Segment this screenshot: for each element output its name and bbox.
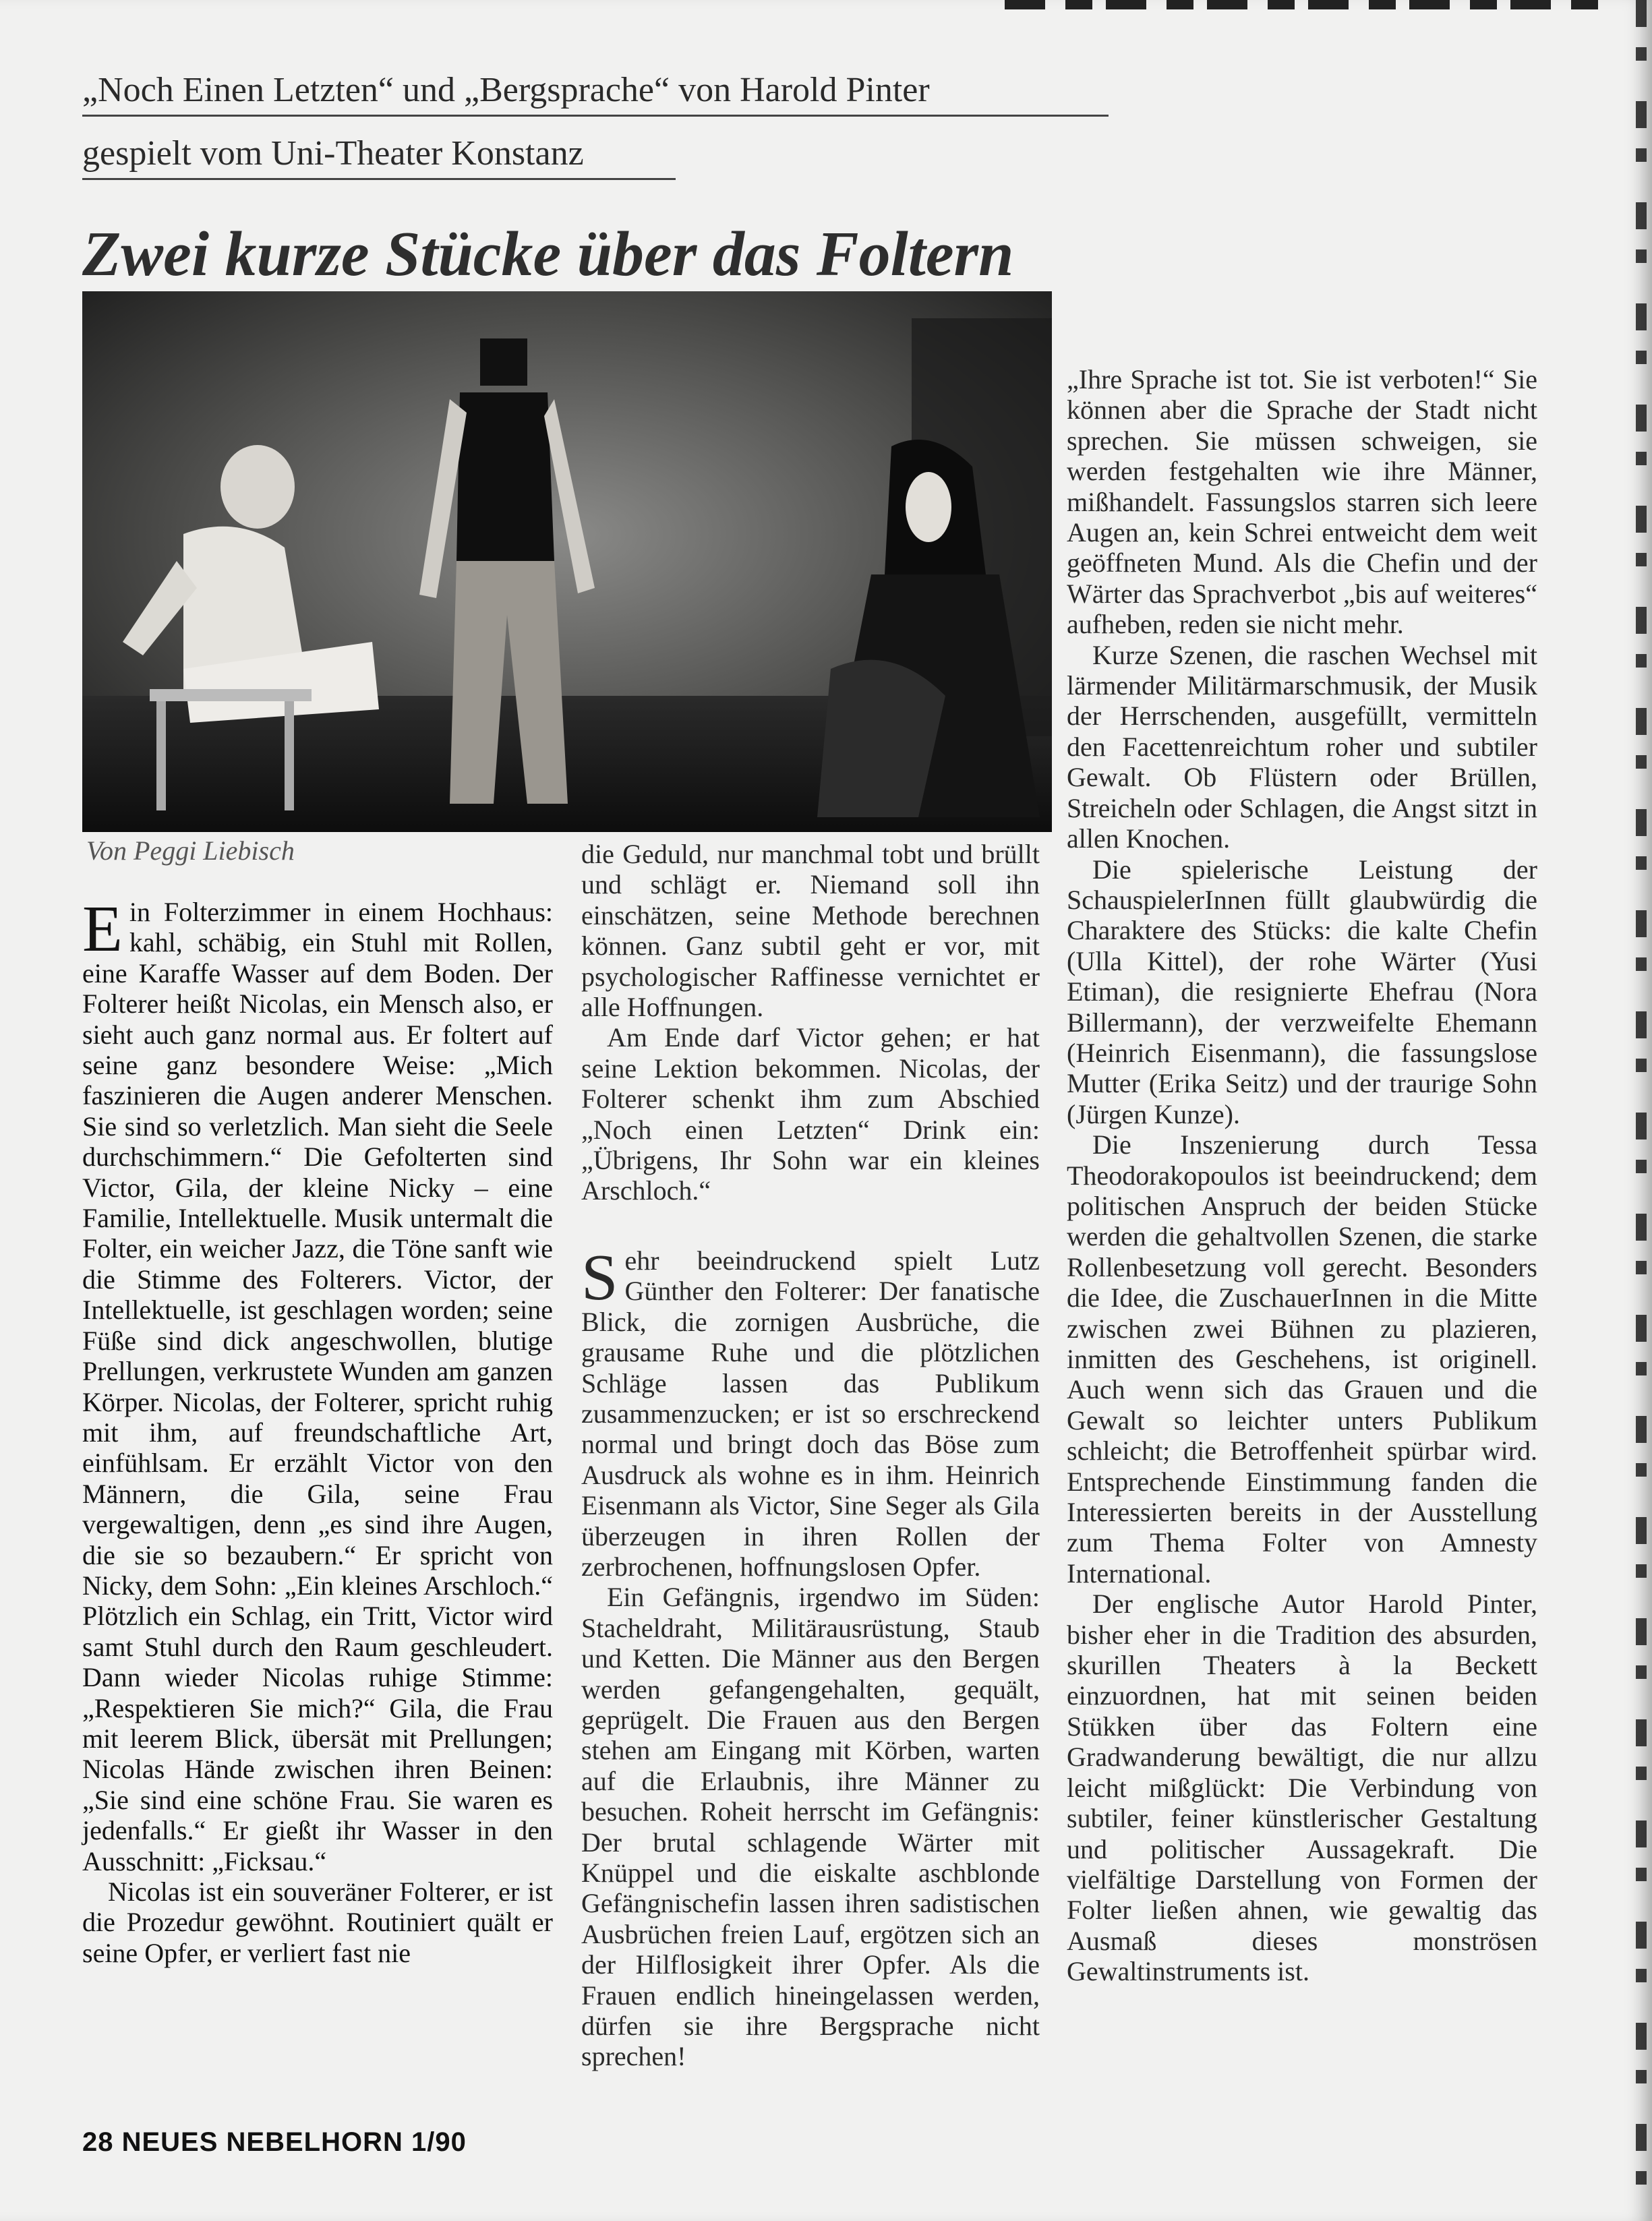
headline: Zwei kurze Stücke über das Foltern	[82, 219, 1014, 289]
section-lead-text: ehr beeindruckend spielt Lutz Günther den Folterer: Der fanatische Blick, die zornigen Ausbrüche, die grausame Ruhe und die plötzlichen Schläge lassen das Publikum zusammenzucken; er ist so erschreckend normal und bringt doch das Böse zum Ausdruck als wohne es in ihm. Heinrich Eisenmann als Victor, Sine Seger als Gila überzeugen in ihren Rollen der zerbrochenen, hoffnungslosen Opfer.	[581, 1245, 1040, 1582]
paragraph: Der englische Autor Harold Pinter, bisher eher in die Tradition des absurden, skurillen Theaters à la Beckett einzuordnen, hat mit seinen beiden Stükken über das Foltern eine Gradwanderung bewältigt, die nur allzu leicht mißglückt: Die Verbindung von subtiler, feiner künstlerischer Gestaltung und politischer Aussagekraft. Die vielfältige Darstellung von Formen der Folter ließen ahnen, wie gewaltig das Ausmaß dieses monströsen Gewaltinstruments ist.	[1067, 1589, 1537, 1987]
paragraph: Am Ende darf Victor gehen; er hat seine Lektion bekommen. Nicolas, der Folterer schenkt ihm zum Abschied „Noch einen Letzten“ Drink ein: „Übrigens, Ihr Sohn war ein kleines Arschloch.“	[581, 1022, 1040, 1206]
section-gap	[581, 1206, 1040, 1245]
article-column-3	[1067, 364, 1537, 1987]
article-column-2	[581, 839, 1040, 2072]
right-edge-scan-artifact	[1636, 0, 1647, 2221]
paragraph: Die Inszenierung durch Tessa Theodorakopoulos ist beeindruckend; dem politischen Anspruch der beiden Stücke werden die gehaltvollen Szenen, die starke Rollenbesetzung voll gerecht. Besonders die Idee, die ZuschauerInnen in die Mitte zwischen zwei Bühnen zu plazieren, inmitten des Geschehens, ist originell. Auch wenn sich das Grauen und die Gewalt so leichter unters Publikum schleicht; die Betroffenheit spürbar wird. Entsprechende Einstimmung fanden die Interessierten bereits in der Ausstellung zum Thema Folter von Amnesty International.	[1067, 1129, 1537, 1589]
byline: Von Peggi Liebisch	[86, 835, 295, 866]
paragraph: Nicolas ist ein souveräner Folterer, er ist die Prozedur gewöhnt. Routiniert quält er seine Opfer, er verliert fast nie	[82, 1876, 553, 1968]
top-edge-scan-artifact	[1005, 0, 1612, 9]
paragraph: Kurze Szenen, die raschen Wechsel mit lärmender Militärmarschmusik, der Musik der Herrschenden, ausgefüllt, vermitteln den Facettenreichtum roher und subtiler Gewalt. Ob Flüstern oder Brüllen, Streicheln oder Schlagen, die Angst sitzt in allen Knochen.	[1067, 639, 1537, 854]
paragraph: „Ihre Sprache ist tot. Sie ist verboten!“ Sie können aber die Sprache der Stadt nicht sprechen. Sie müssen schweigen, sie werden festgehalten wie ihre Männer, mißhandelt. Fassungslos starren sich leere Augen an, kein Schrei entweicht dem weit geöffneten Mund. Als die Chefin und der Wärter das Sprachverbot „bis auf weiteres“ aufheben, reden sie nicht mehr.	[1067, 364, 1537, 640]
kicker-line-2: gespielt vom Uni-Theater Konstanz	[82, 134, 676, 180]
stage-photo-illustration	[82, 291, 1052, 832]
dropcap-e: E	[82, 893, 123, 966]
kicker-line-1: „Noch Einen Letzten“ und „Bergsprache“ von Harold Pinter	[82, 70, 1109, 117]
dropcap-s: S	[581, 1241, 618, 1314]
paragraph: Die spielerische Leistung der SchauspielerInnen füllt glaubwürdig die Charaktere des Stücks: die kalte Chefin (Ulla Kittel), der rohe Wärter (Yusi Etiman), die resignierte Ehefrau (Nora Billermann), der verzweifelte Ehemann (Heinrich Eisenmann), die fassungslose Mutter (Erika Seitz) und der traurige Sohn (Jürgen Kunze).	[1067, 854, 1537, 1129]
page-folio: 28 NEUES NEBELHORN 1/90	[82, 2127, 467, 2157]
paragraph: die Geduld, nur manchmal tobt und brüllt und schlägt er. Niemand soll ihn einschätzen, seine Methode berechnen können. Ganz subtil geht er vor, mit psychologischer Raffinesse vernichtet er alle Hoffnungen.	[581, 839, 1040, 1023]
paragraph: Ein Gefängnis, irgendwo im Süden: Stacheldraht, Militärausrüstung, Staub und Ketten. Die Männer aus den Bergen werden gefangengehalten, gequält, geprügelt. Die Frauen aus den Bergen stehen am Eingang mit Körben, warten auf die Erlaubnis, ihre Männer zu besuchen. Roheit herrscht im Gefängnis: Der brutal schlagende Wärter mit Knüppel und die eiskalte aschblonde Gefängnischefin lassen ihren sadistischen Ausbrüchen freien Lauf, ergötzen sich an der Hilflosigkeit ihrer Opfer. Als die Frauen endlich hineingelassen werden, dürfen sie ihre Bergsprache nicht sprechen!	[581, 1582, 1040, 2072]
article-column-1	[82, 893, 553, 1968]
section-lead-paragraph	[581, 1241, 1040, 1582]
lead-paragraph-text: in Folterzimmer in einem Hochhaus: kahl, schäbig, ein Stuhl mit Rollen, eine Karaffe Wasser auf dem Boden. Der Folterer heißt Nicolas, ein Mensch also, er sieht auch ganz normal aus. Er foltert auf seine ganz besondere Weise: „Mich faszinieren die Augen anderer Menschen. Sie sind so verletzlich. Man sieht die Seele durchschimmern.“ Die Gefolterten sind Victor, Gila, der kleine Nicky – eine Familie, Intellektuelle. Musik untermalt die Folter, ein weicher Jazz, die Töne sanft wie die Stimme des Folterers. Victor, der Intellektuelle, ist geschlagen worden; seine Füße sind dick angeschwollen, blutige Prellungen, verkrustete Wunden am ganzen Körper. Nicolas, der Folterer, spricht ruhig mit ihm, auf freundschaftliche Art, einfühlsam. Er erzählt Victor von den Männern, die Gila, seine Frau vergewaltigen, denn „es sind ihre Augen, die sie so bezaubern.“ Er spricht von Nicky, dem Sohn: „Ein kleines Arschloch.“ Plötzlich ein Schlag, ein Tritt, Victor wird samt Stuhl durch den Raum geschleudert. Dann wieder Nicolas ruhige Stimme: „Respektieren Sie mich?“ Gila, die Frau mit leerem Blick, übersät mit Prellungen; Nicolas Hände zwischen ihren Beinen: „Sie sind eine schöne Frau. Sie waren es jedenfalls.“ Er gießt ihr Wasser in den Ausschnitt: „Ficksau.“	[82, 897, 553, 1876]
lead-paragraph	[82, 893, 553, 1876]
stage-photo	[82, 291, 1052, 832]
